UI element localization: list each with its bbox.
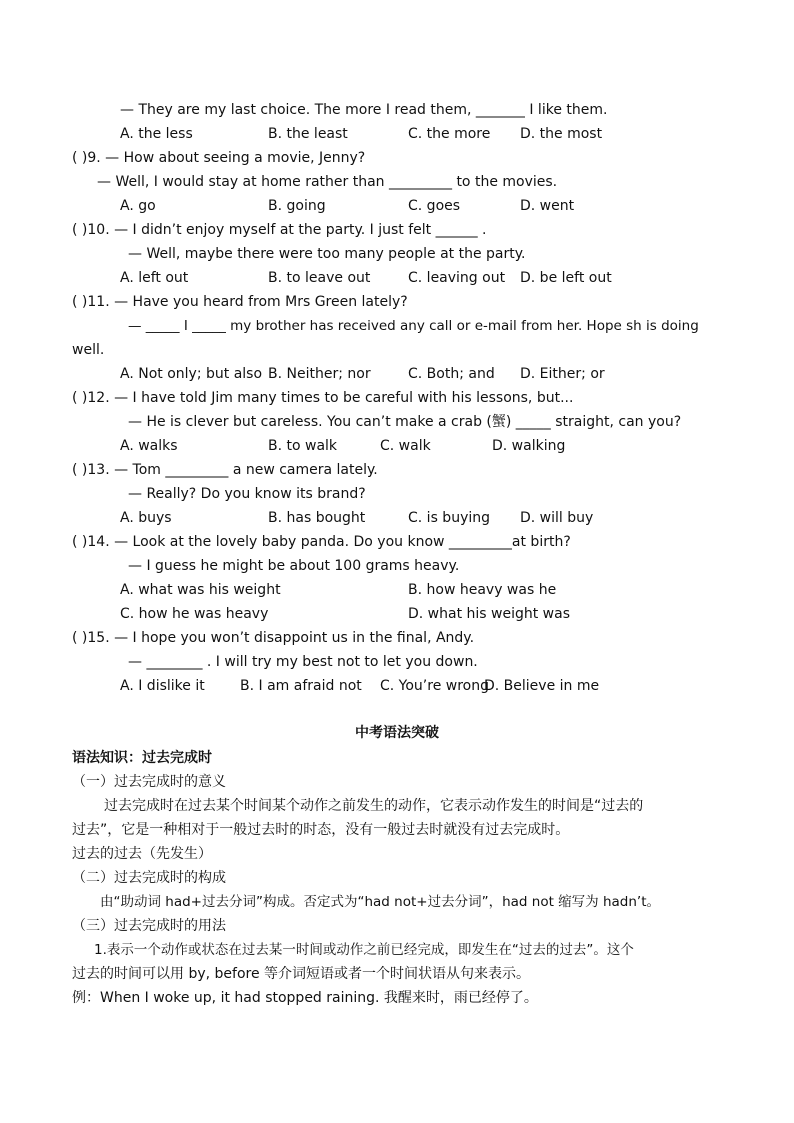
- q9-option-c: C. goes: [408, 198, 461, 214]
- q8-option-a: A. the less: [120, 126, 193, 142]
- q10-option-a: A. left out: [120, 270, 189, 286]
- q12-prompt: ( )12. — I have told Jim many times to be careful with his lessons, but...: [72, 390, 574, 406]
- q12-response: — He is clever but careless. You can’t make a crab (蟹) _____ straight, can you?: [128, 414, 682, 430]
- q11-option-c: C. Both; and: [408, 366, 495, 382]
- q13-response: — Really? Do you know its brand?: [128, 486, 366, 502]
- heading-meaning: （一）过去完成时的意义: [72, 774, 226, 790]
- q12-option-d: D. walking: [492, 438, 566, 454]
- q11-option-d: D. Either; or: [520, 366, 605, 382]
- heading-structure: （二）过去完成时的构成: [72, 870, 226, 886]
- q13-option-b: B. has bought: [268, 510, 366, 526]
- q15-option-a: A. I dislike it: [120, 678, 205, 694]
- q11-option-b: B. Neither; nor: [268, 366, 371, 382]
- q10-option-b: B. to leave out: [268, 270, 371, 286]
- q10-option-d: D. be left out: [520, 270, 612, 286]
- q15-prompt: ( )15. — I hope you won’t disappoint us in the final, Andy.: [72, 630, 475, 646]
- q14-option-b: B. how heavy was he: [408, 582, 557, 598]
- q14-prompt: ( )14. — Look at the lovely baby panda. Do you know _________at birth?: [72, 534, 571, 550]
- q15-option-b: B. I am afraid not: [240, 678, 362, 694]
- q9-response: — Well, I would stay at home rather than _________ to the movies.: [97, 174, 558, 190]
- q10-prompt: ( )10. — I didn’t enjoy myself at the party. I just felt ______ .: [72, 222, 487, 238]
- grammar-topic: 语法知识：过去完成时: [72, 750, 212, 766]
- section-title: 中考语法突破: [355, 725, 439, 741]
- q12-option-a: A. walks: [120, 438, 178, 454]
- usage-example: 例：When I woke up, it had stopped raining. 我醒来时，雨已经停了。: [72, 990, 538, 1006]
- q13-option-c: C. is buying: [408, 510, 491, 526]
- q12-option-c: C. walk: [380, 438, 431, 454]
- q11-option-a: A. Not only; but also: [120, 366, 263, 382]
- q13-prompt: ( )13. — Tom _________ a new camera lately.: [72, 462, 378, 478]
- q10-option-c: C. leaving out: [408, 270, 506, 286]
- q14-response: — I guess he might be about 100 grams heavy.: [128, 558, 460, 574]
- q9-option-a: A. go: [120, 198, 156, 214]
- structure-paragraph: 由“助动词 had+过去分词”构成。否定式为“had not+过去分词”，had not 缩写为 hadn’t。: [100, 894, 661, 910]
- usage-paragraph-line1: 1.表示一个动作或状态在过去某一时间或动作之前已经完成，即发生在“过去的过去”。这个: [94, 942, 634, 958]
- q10-response: — Well, maybe there were too many people at the party.: [128, 246, 526, 262]
- q8-option-c: C. the more: [408, 126, 491, 142]
- q9-prompt: ( )9. — How about seeing a movie, Jenny?: [72, 150, 366, 166]
- meaning-paragraph-line1: 过去完成时在过去某个时间某个动作之前发生的动作，它表示动作发生的时间是“过去的: [104, 798, 644, 814]
- q15-option-d: D. Believe in me: [484, 678, 600, 694]
- q14-option-d: D. what his weight was: [408, 606, 571, 622]
- q15-option-c: C. You’re wrong: [380, 678, 489, 694]
- q14-option-c: C. how he was heavy: [120, 606, 269, 622]
- q8-option-d: D. the most: [520, 126, 603, 142]
- q11-response: — _____ I _____ my brother has received any call or e-mail from her. Hope sh is doing: [128, 318, 699, 334]
- q9-option-d: D. went: [520, 198, 575, 214]
- heading-usage: （三）过去完成时的用法: [72, 918, 226, 934]
- q8-option-b: B. the least: [268, 126, 348, 142]
- q11-prompt: ( )11. — Have you heard from Mrs Green lately?: [72, 294, 408, 310]
- q11-response-cont: well.: [72, 342, 105, 358]
- q13-option-a: A. buys: [120, 510, 172, 526]
- q15-response: — ________ . I will try my best not to let you down.: [128, 654, 478, 670]
- q8-response: — They are my last choice. The more I read them, _______ I like them.: [120, 102, 608, 118]
- meaning-note: 过去的过去（先发生）: [72, 846, 212, 862]
- meaning-paragraph-line2: 过去”，它是一种相对于一般过去时的时态，没有一般过去时就没有过去完成时。: [72, 822, 570, 838]
- q9-option-b: B. going: [268, 198, 326, 214]
- q12-option-b: B. to walk: [268, 438, 338, 454]
- q14-option-a: A. what was his weight: [120, 582, 281, 598]
- usage-paragraph-line2: 过去的时间可以用 by, before 等介词短语或者一个时间状语从句来表示。: [72, 966, 531, 982]
- q13-option-d: D. will buy: [520, 510, 594, 526]
